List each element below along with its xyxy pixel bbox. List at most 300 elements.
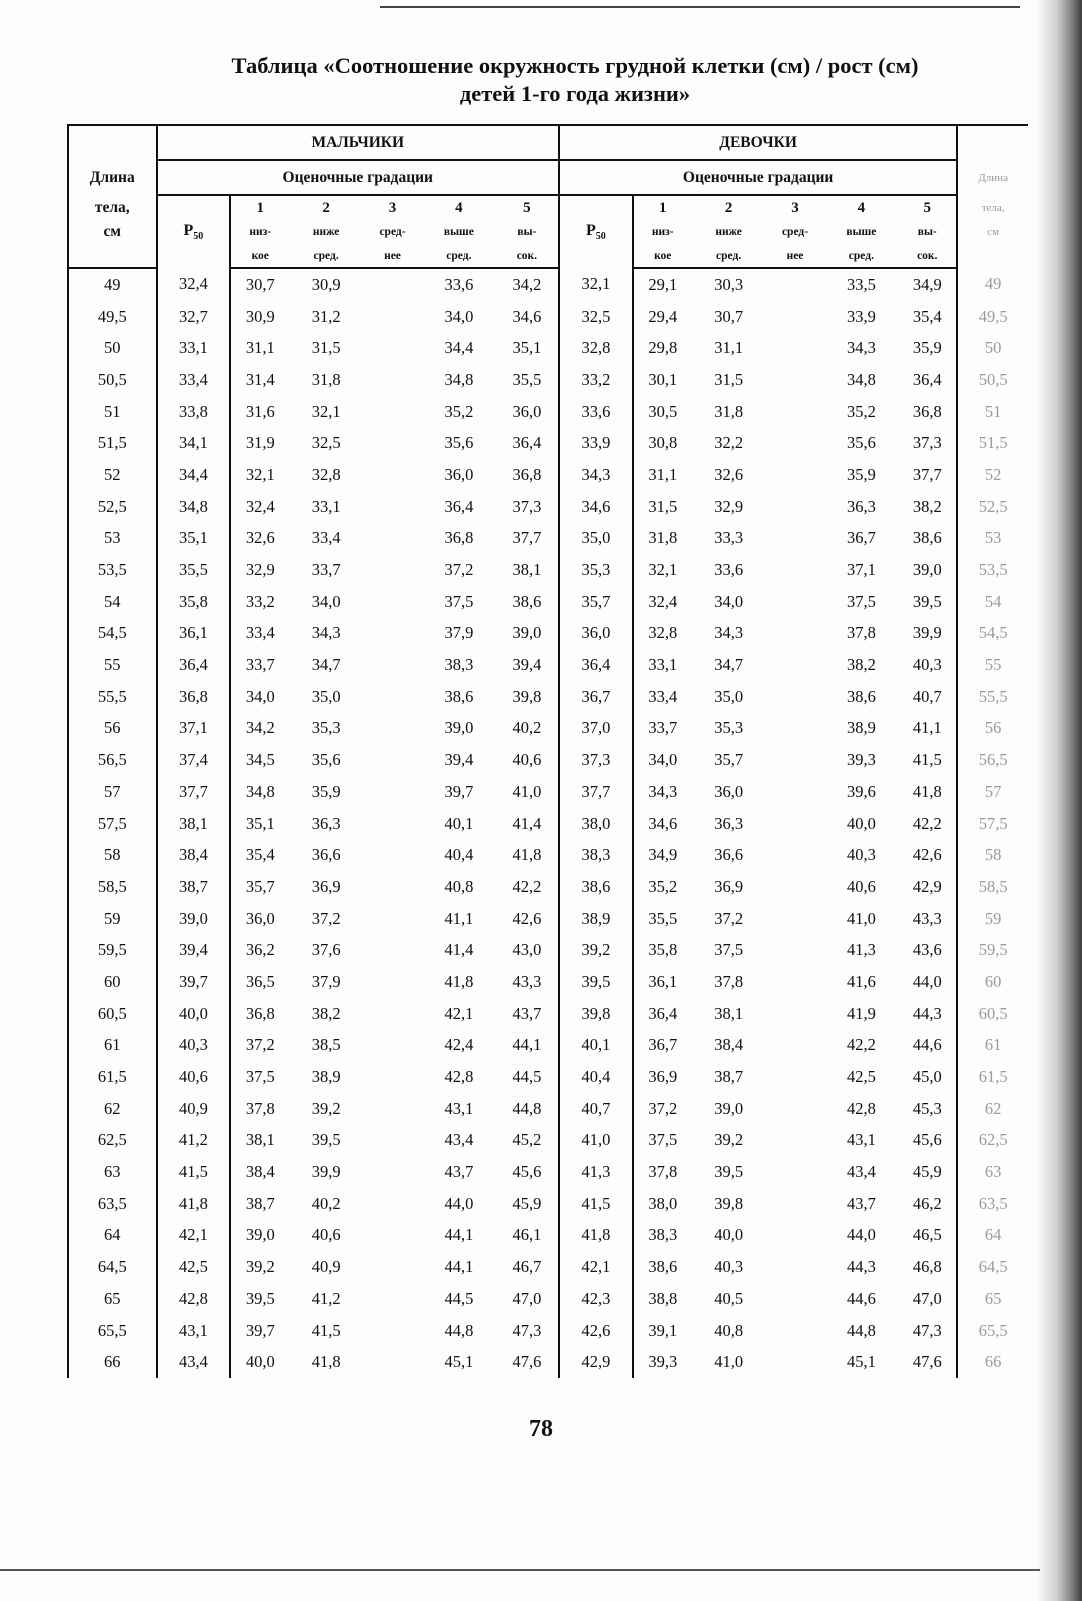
boys-grade-5-cell: 46,1 [512,1225,542,1245]
girls-grade-1-cell: 38,6 [633,1251,692,1283]
boys-grade-4-cell: 38,3 [444,655,474,675]
girls-grade-3-cell [766,1156,825,1188]
table-row [68,459,1028,491]
boys-grade-3-cell [363,1125,422,1157]
boys-grade-4-cell: 34,0 [444,306,474,326]
girls-grade-5-cell: 41,1 [912,718,942,738]
girls-grade-4-cell: 33,5 [846,274,876,294]
girls-grade-4-cell: 41,9 [846,1003,876,1023]
boys-grade-5-cell: 47,3 [512,1320,542,1340]
boys-grade-4-cell: 35,2 [444,401,474,421]
girls-grade-1-cell: 30,5 [633,396,692,428]
boys-grade-3-cell [363,1283,422,1315]
boys-p50-cell: 33,1 [157,332,231,364]
table-row [68,934,1028,966]
girls-grade-1-cell: 36,7 [633,1030,692,1062]
boys-grade-2-cell: 38,9 [311,1067,341,1087]
girls-grade-5-cell: 38,6 [912,528,942,548]
table-row [68,332,1028,364]
girls-grade-3-cell [766,998,825,1030]
boys-grade-4-cell: 44,0 [444,1193,474,1213]
boys-grade-1-cell: 31,1 [230,332,289,364]
boys-p50-cell: 43,4 [157,1346,231,1378]
girls-grade-2-cell: 33,6 [714,560,744,580]
length-cell: 60 [68,966,157,998]
length-cell: 63 [68,1156,157,1188]
boys-grade-5-cell: 44,1 [512,1035,542,1055]
boys-grade-2-cell: 40,2 [311,1193,341,1213]
table-row [68,1125,1028,1157]
girls-grade-3-cell [766,744,825,776]
boys-grade-4-cell: 45,1 [444,1352,474,1372]
boys-grade-4-cell: 34,8 [444,369,474,389]
boys-p50-cell: 40,9 [157,1093,231,1125]
table-row [68,713,1028,745]
length-cell: 53 [68,523,157,555]
table-row [68,618,1028,650]
girls-grade-2-cell: 31,5 [714,369,744,389]
girls-grade-2-cell: 31,8 [714,401,744,421]
right-length-cell: 54,5 [957,618,1028,650]
girls-grade-4-cell: 37,1 [846,560,876,580]
girls-p50-cell: 39,2 [559,934,633,966]
table-row [68,871,1028,903]
boys-grade-2-cell: 36,9 [311,876,341,896]
boys-grade-5-cell: 40,2 [512,718,542,738]
girls-grade-2-cell: 36,6 [714,845,744,865]
boys-grade-3-cell [363,332,422,364]
right-length-cell: 57 [957,776,1028,808]
girls-grade-3-cell [766,966,825,998]
girls-grade-4-cell: 39,3 [846,750,876,770]
table-header [68,125,1028,268]
boys-grade-2-cell: 35,3 [311,718,341,738]
boys-grade-1-cell: 30,7 [230,268,289,301]
boys-grade-2-cell: 38,2 [311,1003,341,1023]
boys-grade-3-cell [363,1061,422,1093]
right-length-cell: 56 [957,713,1028,745]
right-len-header-top [957,125,1028,160]
bottom-rule [0,1569,1040,1571]
girls-grade-4-cell: 42,8 [846,1098,876,1118]
girls-grade-5-cell: 43,3 [912,908,942,928]
boys-p50-cell: 42,5 [157,1251,231,1283]
boys-grade-4-cell: 42,8 [444,1067,474,1087]
right-length-cell: 55 [957,649,1028,681]
boys-grade-1-top: низ- [230,220,289,244]
girls-grade-4-cell: 44,3 [846,1257,876,1277]
girls-p50-cell: 34,6 [559,491,633,523]
girls-grade-3-cell [766,681,825,713]
girls-grade-4-cell: 33,9 [846,306,876,326]
girls-grade-1-cell: 38,0 [633,1188,692,1220]
boys-grade-2-cell: 30,9 [311,274,341,294]
girls-grade-5-cell: 47,6 [912,1352,942,1372]
girls-grade-1-bottom: кое [633,244,692,268]
table-row [68,744,1028,776]
boys-grade-4-cell: 43,7 [444,1162,474,1182]
boys-grade-4-cell: 40,8 [444,876,474,896]
boys-grade-3-cell [363,681,422,713]
boys-grade-2-cell: 32,5 [311,433,341,453]
table-row [68,301,1028,333]
girls-grade-2-cell: 40,8 [714,1320,744,1340]
girls-p50-cell: 35,3 [559,554,633,586]
girls-grade-3-cell [766,776,825,808]
girls-grade-5-cell: 45,9 [912,1162,942,1182]
right-length-cell: 60,5 [957,998,1028,1030]
page-title [60,52,1082,108]
boys-p50-cell: 40,3 [157,1030,231,1062]
girls-grade-3-cell [766,491,825,523]
right-length-cell: 62 [957,1093,1028,1125]
length-cell: 53,5 [68,554,157,586]
table-row [68,1220,1028,1252]
table-row [68,839,1028,871]
girls-grade-5-cell: 41,5 [912,750,942,770]
boys-p50-cell: 35,1 [157,523,231,555]
girls-grade-1-cell: 33,1 [633,649,692,681]
boys-grade-2-cell: 39,2 [311,1098,341,1118]
boys-grade-2-cell: 33,4 [311,528,341,548]
girls-grade-4-cell: 42,5 [846,1067,876,1087]
boys-grade-2-cell: 36,6 [311,845,341,865]
length-cell: 50 [68,332,157,364]
boys-grade-5-cell: 36,4 [512,433,542,453]
boys-grade-1-cell: 32,9 [230,554,289,586]
boys-grade-3-cell [363,554,422,586]
boys-grade-5-cell: 35,1 [512,338,542,358]
boys-grade-1-bottom: кое [230,244,289,268]
girls-grade-3-cell [766,332,825,364]
boys-grade-4-cell: 40,4 [444,845,474,865]
boys-grade-2-cell: 35,6 [311,750,341,770]
boys-grade-3-cell [363,1188,422,1220]
boys-grade-1-cell: 39,7 [230,1315,289,1347]
girls-grade-1-cell: 33,4 [633,681,692,713]
girls-grade-4-cell: 45,1 [846,1352,876,1372]
girls-grade-4-cell: 41,3 [846,940,876,960]
girls-grade-3-cell [766,1093,825,1125]
girls-p50-cell: 38,3 [559,839,633,871]
boys-p50-cell: 37,4 [157,744,231,776]
girls-p50-cell: 42,6 [559,1315,633,1347]
boys-grade-4-cell: 36,8 [444,528,474,548]
table-row [68,1030,1028,1062]
boys-grade-2-cell: 37,2 [311,908,341,928]
length-cell: 56,5 [68,744,157,776]
girls-grade-3-cell [766,1125,825,1157]
boys-p50-cell: 37,1 [157,713,231,745]
boys-grade-1-cell: 36,5 [230,966,289,998]
boys-grade-2-cell: 40,6 [311,1225,341,1245]
boys-grade-3-cell [363,871,422,903]
boys-grade-2-cell: 41,2 [311,1288,341,1308]
girls-grade-4-top: выше [846,226,877,238]
girls-p50-cell: 35,7 [559,586,633,618]
boys-grade-3-cell [363,1315,422,1347]
boys-grade-5-cell: 45,9 [512,1193,542,1213]
boys-grade-1-cell: 34,8 [230,776,289,808]
girls-grade-2: 2 [692,195,766,220]
right-length-cell: 66 [957,1346,1028,1378]
boys-grade-3-cell [363,1220,422,1252]
girls-p50-cell: 42,9 [559,1346,633,1378]
boys-grade-3-cell [363,1346,422,1378]
boys-grade-5: 5 [496,195,559,220]
length-cell: 60,5 [68,998,157,1030]
girls-grade-4-cell: 41,6 [846,971,876,991]
right-length-cell: 52 [957,459,1028,491]
girls-p50-cell: 33,2 [559,364,633,396]
girls-p50-cell: 42,3 [559,1283,633,1315]
girls-grade-3-cell [766,1061,825,1093]
girls-p50-cell: 36,0 [559,618,633,650]
girls-grade-3-cell [766,839,825,871]
girls-grade-4: 4 [825,195,899,220]
boys-grade-3-cell [363,808,422,840]
girls-grade-4-cell: 44,6 [846,1288,876,1308]
boys-grade-2-cell: 32,8 [311,464,341,484]
boys-grade-4-cell: 37,5 [444,591,474,611]
girls-grade-4-cell: 37,5 [846,591,876,611]
girls-grade-1-cell: 29,8 [633,332,692,364]
girls-grade-4-cell: 39,6 [846,781,876,801]
girls-grade-2-bottom: сред. [692,244,766,268]
boys-grade-5-cell: 39,0 [512,623,542,643]
boys-p50-cell: 32,7 [157,301,231,333]
boys-grade-5-cell: 44,8 [512,1098,542,1118]
boys-grade-2-cell: 39,9 [311,1162,341,1182]
table-row [68,1188,1028,1220]
boys-grade-3-cell [363,586,422,618]
girls-p50-cell: 32,1 [559,268,633,301]
boys-p50-cell: 41,5 [157,1156,231,1188]
boys-grade-4-cell: 43,4 [444,1130,474,1150]
boys-grade-4-cell: 41,4 [444,940,474,960]
girls-grade-2-cell: 33,3 [714,528,744,548]
girls-p50-cell: 36,7 [559,681,633,713]
boys-grade-3-cell [363,1030,422,1062]
girls-grade-5: 5 [898,195,957,220]
length-cell: 55,5 [68,681,157,713]
boys-grade-1-cell: 33,4 [230,618,289,650]
girls-grade-2-cell: 36,9 [714,876,744,896]
girls-grade-1-cell: 38,8 [633,1283,692,1315]
right-len-header-word3: см [957,220,1028,244]
boys-grade-1-cell: 38,1 [230,1125,289,1157]
girls-grade-2-cell: 32,2 [714,433,744,453]
length-cell: 62,5 [68,1125,157,1157]
right-length-cell: 53 [957,523,1028,555]
boys-grade-2-cell: 31,2 [311,306,341,326]
right-length-cell: 65,5 [957,1315,1028,1347]
boys-grade-4-cell: 34,4 [444,338,474,358]
boys-grade-5-cell: 41,8 [512,845,542,865]
length-cell: 57 [68,776,157,808]
boys-grade-3-cell [363,268,422,301]
boys-grade-4-cell: 37,9 [444,623,474,643]
boys-grade-5-cell: 45,2 [512,1130,542,1150]
girls-grade-4-cell: 36,7 [846,528,876,548]
girls-grade-4-cell: 38,6 [846,686,876,706]
girls-grade-5-cell: 44,3 [912,1003,942,1023]
girls-grade-2-cell: 40,5 [714,1288,744,1308]
boys-grade-3-cell [363,649,422,681]
boys-grade-5-cell: 39,4 [512,655,542,675]
girls-grade-1-cell: 29,1 [633,268,692,301]
girls-grade-1-cell: 34,6 [633,808,692,840]
boys-grade-3-cell [363,966,422,998]
length-cell: 64,5 [68,1251,157,1283]
boys-grade-1-cell: 39,5 [230,1283,289,1315]
table-row [68,427,1028,459]
boys-grade-4-cell: 38,6 [444,686,474,706]
table-row [68,776,1028,808]
girls-grade-3-cell [766,934,825,966]
length-cell: 59 [68,903,157,935]
table-row [68,808,1028,840]
girls-grade-2-cell: 39,0 [714,1098,744,1118]
boys-grade-3-cell [363,618,422,650]
boys-grade-2-bottom: сред. [289,244,363,268]
girls-grade-1-cell: 35,8 [633,934,692,966]
length-cell: 54,5 [68,618,157,650]
length-cell: 64 [68,1220,157,1252]
girls-grade-4-cell: 43,7 [846,1193,876,1213]
girls-grade-5-cell: 40,7 [912,686,942,706]
girls-grade-2-cell: 36,0 [714,781,744,801]
boys-grade-5-cell: 42,6 [512,908,542,928]
girls-p50-cell: 40,4 [559,1061,633,1093]
girls-grade-1-cell: 35,5 [633,903,692,935]
girls-grade-4-cell: 40,0 [846,813,876,833]
length-cell: 62 [68,1093,157,1125]
boys-p50-cell: 43,1 [157,1315,231,1347]
boys-grade-5-cell: 36,0 [512,401,542,421]
girls-grade-5-cell: 42,9 [912,876,942,896]
girls-p50-cell: 35,0 [559,523,633,555]
boys-grade-2-cell: 33,1 [311,496,341,516]
girls-grade-1-cell: 34,9 [633,839,692,871]
length-cell: 50,5 [68,364,157,396]
girls-grade-3-cell [766,523,825,555]
girls-grade-3-cell [766,1030,825,1062]
girls-grade-4-cell: 38,9 [846,718,876,738]
girls-grade-5-cell: 45,6 [912,1130,942,1150]
boys-grade-3-top: сред- [379,226,406,238]
boys-grade-1-cell: 38,7 [230,1188,289,1220]
girls-grade-3-cell [766,268,825,301]
boys-grade-2-cell: 31,8 [311,369,341,389]
table-row [68,903,1028,935]
girls-grade-2-cell: 34,3 [714,623,744,643]
boys-grade-3-cell [363,903,422,935]
girls-grade-2-cell: 36,3 [714,813,744,833]
girls-grade-2-cell: 34,0 [714,591,744,611]
girls-grade-5-cell: 37,7 [912,464,942,484]
boys-grade-3-cell [363,301,422,333]
boys-grade-3-cell [363,491,422,523]
girls-grade-1-cell: 32,4 [633,586,692,618]
boys-p50-cell: 35,8 [157,586,231,618]
boys-grade-1: 1 [230,195,289,220]
boys-grade-1-cell: 34,5 [230,744,289,776]
girls-grade-2-cell: 41,0 [714,1352,744,1372]
girls-grade-5-cell: 46,2 [912,1193,942,1213]
right-length-cell: 53,5 [957,554,1028,586]
girls-p50-cell: 39,5 [559,966,633,998]
girls-grade-5-cell: 42,6 [912,845,942,865]
boys-grade-4-cell: 44,5 [444,1288,474,1308]
right-length-cell: 49,5 [957,301,1028,333]
girls-grade-3-cell [766,459,825,491]
table-row [68,268,1028,301]
girls-grade-4-cell: 40,3 [846,845,876,865]
boys-grade-5-cell: 43,3 [512,971,542,991]
right-length-cell: 50,5 [957,364,1028,396]
boys-grade-4-cell: 37,2 [444,560,474,580]
boys-grade-5-cell: 41,4 [512,813,542,833]
girls-grade-4-cell: 43,1 [846,1130,876,1150]
boys-grade-4-cell: 35,6 [444,433,474,453]
girls-grade-2-cell: 35,3 [714,718,744,738]
boys-p50-cell: 39,0 [157,903,231,935]
girls-grade-2-cell: 38,4 [714,1035,744,1055]
title-line-2: детей 1-го года жизни» [459,81,691,106]
girls-p50-cell: 41,0 [559,1125,633,1157]
girls-grade-2-cell: 39,2 [714,1130,744,1150]
boys-grade-5-cell: 35,5 [512,369,542,389]
boys-grade-1-cell: 31,9 [230,427,289,459]
table-row [68,364,1028,396]
boys-p50-cell: 36,4 [157,649,231,681]
girls-p50-cell: 38,0 [559,808,633,840]
boys-grade-4-cell: 39,4 [444,750,474,770]
len-header-word1: Длина [68,160,157,195]
girls-grade-3-cell [766,1220,825,1252]
girls-grade-1-cell: 36,1 [633,966,692,998]
girls-grade-4-cell: 38,2 [846,655,876,675]
table-row [68,586,1028,618]
boys-grade-1-cell: 39,2 [230,1251,289,1283]
boys-grade-5-cell: 38,6 [512,591,542,611]
len-header-top [68,125,157,160]
girls-grade-5-cell: 44,6 [912,1035,942,1055]
boys-p50-cell: 35,5 [157,554,231,586]
girls-grade-5-cell: 42,2 [912,813,942,833]
boys-grade-2-cell: 34,7 [311,655,341,675]
boys-grade-1-cell: 37,8 [230,1093,289,1125]
table-body [68,268,1028,1378]
boys-p50-cell: 32,4 [157,268,231,301]
boys-p50-header: $P_{50}$ [157,195,231,268]
girls-p50-cell: 32,5 [559,301,633,333]
table-row [68,1283,1028,1315]
girls-grade-5-cell: 44,0 [912,971,942,991]
girls-grade-4-cell: 44,8 [846,1320,876,1340]
right-length-cell: 59 [957,903,1028,935]
boys-p50-cell: 39,4 [157,934,231,966]
girls-grade-2-cell: 37,8 [714,971,744,991]
table-row [68,998,1028,1030]
boys-grade-1-cell: 40,0 [230,1346,289,1378]
girls-grade-2-cell: 40,3 [714,1257,744,1277]
girls-grade-5-cell: 45,0 [912,1067,942,1087]
girls-grade-1-cell: 31,1 [633,459,692,491]
girls-grade-2-cell: 39,8 [714,1193,744,1213]
girls-grade-2-cell: 37,5 [714,940,744,960]
